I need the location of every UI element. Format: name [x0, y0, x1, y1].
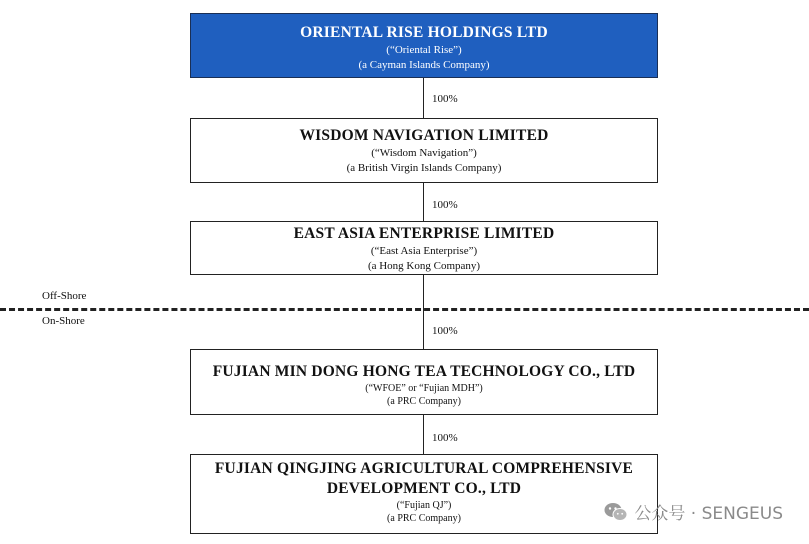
entity-jurisdiction: (a PRC Company) — [387, 396, 461, 407]
entity-jurisdiction: (a Cayman Islands Company) — [358, 59, 490, 71]
entity-jurisdiction: (a British Virgin Islands Company) — [346, 162, 502, 174]
entity-box-fujian-qj — [190, 454, 658, 534]
entity-jurisdiction: (a PRC Company) — [387, 513, 461, 524]
entity-short-name: (“WFOE” or “Fujian MDH”) — [365, 383, 483, 394]
entity-name: WISDOM NAVIGATION LIMITED — [299, 127, 549, 144]
entity-box-wisdom-navigation — [190, 118, 658, 183]
connector-line-2 — [423, 183, 424, 221]
entity-box-fujian-mdh — [190, 349, 658, 415]
entity-name: ORIENTAL RISE HOLDINGS LTD — [300, 24, 548, 41]
ownership-label-1: 100% — [432, 93, 458, 105]
offshore-label: Off-Shore — [42, 290, 87, 302]
entity-short-name: (“Wisdom Navigation”) — [371, 147, 477, 159]
ownership-label-2: 100% — [432, 199, 458, 211]
watermark — [604, 499, 783, 524]
entity-short-name: (“Oriental Rise”) — [386, 44, 462, 56]
offshore-onshore-divider — [0, 308, 809, 311]
entity-jurisdiction: (a Hong Kong Company) — [367, 260, 481, 272]
onshore-label: On-Shore — [42, 315, 85, 327]
entity-name-line-1: FUJIAN QINGJING AGRICULTURAL COMPREHENSIVE — [214, 460, 634, 477]
entity-short-name: (“Fujian QJ”) — [396, 500, 452, 511]
ownership-label-3: 100% — [432, 325, 458, 337]
entity-name-line-2: DEVELOPMENT CO., LTD — [326, 480, 522, 497]
connector-line-3 — [423, 275, 424, 349]
watermark-text: 公众号 · SENGEUS — [634, 504, 783, 524]
entity-box-east-asia-enterprise — [190, 221, 658, 275]
entity-box-oriental-rise — [190, 13, 658, 78]
entity-name: FUJIAN MIN DONG HONG TEA TECHNOLOGY CO., LTD — [212, 363, 636, 380]
connector-line-4 — [423, 415, 424, 454]
wechat-icon — [604, 502, 628, 522]
ownership-label-4: 100% — [432, 432, 458, 444]
entity-name: EAST ASIA ENTERPRISE LIMITED — [293, 225, 555, 242]
connector-line-1 — [423, 78, 424, 118]
entity-short-name: (“East Asia Enterprise”) — [370, 245, 478, 257]
